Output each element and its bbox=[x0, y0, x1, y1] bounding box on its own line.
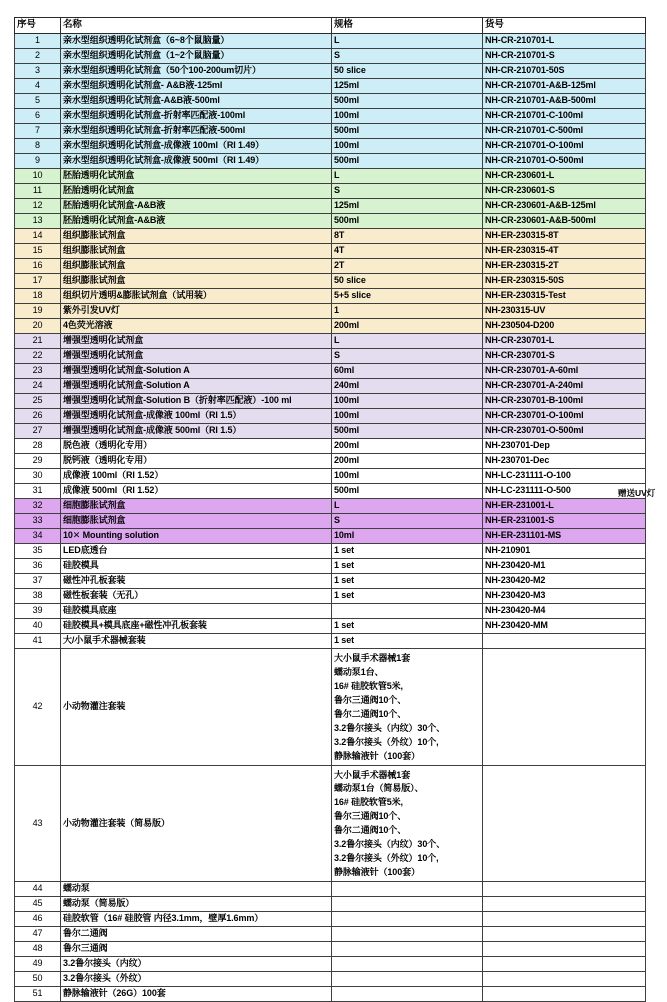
cell-specification: 1 set bbox=[332, 559, 483, 574]
cell-product-code: NH-230420-M2 bbox=[483, 574, 646, 589]
cell-index: 26 bbox=[15, 409, 61, 424]
cell-index: 10 bbox=[15, 169, 61, 184]
cell-specification: 4T bbox=[332, 244, 483, 259]
cell-specification bbox=[332, 987, 483, 1002]
table-row[interactable] bbox=[15, 529, 646, 544]
cell-product-code: NH-ER-230315-4T bbox=[483, 244, 646, 259]
cell-product-code: NH-LC-231111-O-100 bbox=[483, 469, 646, 484]
cell-product-name: 组织膨胀试剂盒 bbox=[61, 274, 332, 289]
specification-line: 鲁尔三通阀10个、 bbox=[334, 811, 407, 822]
table-row[interactable] bbox=[15, 199, 646, 214]
cell-specification: 100ml bbox=[332, 469, 483, 484]
cell-index: 32 bbox=[15, 499, 61, 514]
cell-product-name: 磁性冲孔板套装 bbox=[61, 574, 332, 589]
column-header-index: 序号 bbox=[15, 18, 61, 34]
cell-product-name: 脱钙液（透明化专用） bbox=[61, 454, 332, 469]
cell-product-name: 增强型透明化试剂盒-Solution A bbox=[61, 364, 332, 379]
cell-product-code bbox=[483, 942, 646, 957]
table-row[interactable] bbox=[15, 394, 646, 409]
table-row[interactable] bbox=[15, 349, 646, 364]
cell-index: 34 bbox=[15, 529, 61, 544]
table-row[interactable] bbox=[15, 589, 646, 604]
cell-product-code bbox=[483, 987, 646, 1002]
table-row[interactable] bbox=[15, 64, 646, 79]
cell-product-name: 组织膨胀试剂盒 bbox=[61, 229, 332, 244]
table-row[interactable] bbox=[15, 424, 646, 439]
cell-index: 33 bbox=[15, 514, 61, 529]
cell-product-name: 亲水型组织透明化试剂盒（1~2个鼠脑量） bbox=[61, 49, 332, 64]
cell-product-name: 组织膨胀试剂盒 bbox=[61, 244, 332, 259]
cell-index: 25 bbox=[15, 394, 61, 409]
cell-index: 43 bbox=[15, 765, 61, 882]
cell-specification: 60ml bbox=[332, 364, 483, 379]
specification-line: 大小鼠手术器械1套 bbox=[334, 769, 411, 780]
cell-product-name: 硅胶模具 bbox=[61, 559, 332, 574]
cell-specification: 5+5 slice bbox=[332, 289, 483, 304]
cell-product-code: NH-210901 bbox=[483, 544, 646, 559]
cell-product-name: 亲水型组织透明化试剂盒（50个100-200um切片） bbox=[61, 64, 332, 79]
cell-product-code bbox=[483, 765, 646, 882]
specification-line: 16# 硅胶软管5米, bbox=[334, 797, 403, 808]
cell-product-name: 蠕动泵（简易版） bbox=[61, 897, 332, 912]
table-row[interactable] bbox=[15, 439, 646, 454]
cell-specification: 500ml bbox=[332, 124, 483, 139]
specification-line: 静脉输液针（100套） bbox=[334, 867, 420, 878]
cell-index: 22 bbox=[15, 349, 61, 364]
table-row[interactable] bbox=[15, 559, 646, 574]
cell-product-code: NH-CR-230601-L bbox=[483, 169, 646, 184]
table-header bbox=[15, 18, 646, 34]
cell-specification bbox=[332, 882, 483, 897]
specification-line: 蠕动泵1台（简易版）、 bbox=[334, 783, 424, 794]
cell-product-name: 成像液 500ml（RI 1.52） bbox=[61, 484, 332, 499]
table-row[interactable] bbox=[15, 139, 646, 154]
cell-specification: L bbox=[332, 499, 483, 514]
cell-index: 11 bbox=[15, 184, 61, 199]
cell-product-code bbox=[483, 927, 646, 942]
cell-index: 51 bbox=[15, 987, 61, 1002]
cell-product-code: NH-ER-230315-2T bbox=[483, 259, 646, 274]
cell-product-code: NH-CR-210701-A&B-500ml bbox=[483, 94, 646, 109]
cell-specification: 125ml bbox=[332, 199, 483, 214]
cell-product-code: NH-CR-210701-A&B-125ml bbox=[483, 79, 646, 94]
table-row[interactable] bbox=[15, 942, 646, 957]
cell-index: 19 bbox=[15, 304, 61, 319]
cell-product-name: 组织膨胀试剂盒 bbox=[61, 259, 332, 274]
cell-specification: 200ml bbox=[332, 439, 483, 454]
cell-index: 15 bbox=[15, 244, 61, 259]
cell-index: 9 bbox=[15, 154, 61, 169]
cell-product-name: 亲水型组织透明化试剂盒-折射率匹配液-500ml bbox=[61, 124, 332, 139]
cell-index: 7 bbox=[15, 124, 61, 139]
cell-specification: S bbox=[332, 184, 483, 199]
cell-index: 13 bbox=[15, 214, 61, 229]
cell-product-name: 亲水型组织透明化试剂盒-成像液 100ml（RI 1.49） bbox=[61, 139, 332, 154]
cell-product-name: 亲水型组织透明化试剂盒-A&B液-500ml bbox=[61, 94, 332, 109]
cell-index: 1 bbox=[15, 34, 61, 49]
cell-product-name: 大/小鼠手术器械套装 bbox=[61, 634, 332, 649]
cell-specification: 100ml bbox=[332, 409, 483, 424]
cell-index: 3 bbox=[15, 64, 61, 79]
cell-index: 40 bbox=[15, 619, 61, 634]
cell-index: 48 bbox=[15, 942, 61, 957]
cell-specification: 200ml bbox=[332, 319, 483, 334]
cell-product-code: NH-ER-231001-S bbox=[483, 514, 646, 529]
cell-specification: 100ml bbox=[332, 394, 483, 409]
table-row[interactable] bbox=[15, 214, 646, 229]
cell-product-name: 4色荧光溶液 bbox=[61, 319, 332, 334]
table-row[interactable] bbox=[15, 897, 646, 912]
table-row[interactable] bbox=[15, 484, 646, 499]
table-row[interactable] bbox=[15, 912, 646, 927]
cell-index: 45 bbox=[15, 897, 61, 912]
column-header-name: 名称 bbox=[61, 18, 332, 34]
cell-product-name: 增强型透明化试剂盒-Solution A bbox=[61, 379, 332, 394]
cell-specification: 1 set bbox=[332, 589, 483, 604]
cell-product-code: NH-ER-230315-50S bbox=[483, 274, 646, 289]
cell-product-name: 细胞膨胀试剂盒 bbox=[61, 514, 332, 529]
cell-product-code: NH-ER-231101-MS bbox=[483, 529, 646, 544]
cell-product-code bbox=[483, 972, 646, 987]
cell-specification bbox=[332, 604, 483, 619]
cell-specification: 500ml bbox=[332, 484, 483, 499]
cell-product-code: NH-ER-230315-Test bbox=[483, 289, 646, 304]
cell-product-code bbox=[483, 957, 646, 972]
cell-index: 28 bbox=[15, 439, 61, 454]
table-row[interactable] bbox=[15, 882, 646, 897]
cell-product-name: 增强型透明化试剂盒-成像液 500ml（RI 1.5） bbox=[61, 424, 332, 439]
cell-product-name: 亲水型组织透明化试剂盒（6~8个鼠脑量） bbox=[61, 34, 332, 49]
cell-specification: 240ml bbox=[332, 379, 483, 394]
cell-product-code bbox=[483, 649, 646, 766]
cell-specification: 500ml bbox=[332, 94, 483, 109]
cell-index: 41 bbox=[15, 634, 61, 649]
cell-product-name: 胚胎透明化试剂盒 bbox=[61, 169, 332, 184]
cell-index: 5 bbox=[15, 94, 61, 109]
cell-index: 35 bbox=[15, 544, 61, 559]
column-header-spec: 规格 bbox=[332, 18, 483, 34]
cell-specification: L bbox=[332, 334, 483, 349]
cell-product-code: NH-CR-230601-A&B-500ml bbox=[483, 214, 646, 229]
cell-specification bbox=[332, 649, 483, 766]
cell-product-code: NH-CR-230701-O-100ml bbox=[483, 409, 646, 424]
table-row[interactable] bbox=[15, 319, 646, 334]
cell-product-name: 3.2鲁尔接头（外纹） bbox=[61, 972, 332, 987]
cell-product-name: LED底透台 bbox=[61, 544, 332, 559]
cell-product-code bbox=[483, 882, 646, 897]
table-row[interactable] bbox=[15, 94, 646, 109]
cell-product-name: 成像液 100ml（RI 1.52） bbox=[61, 469, 332, 484]
cell-index: 6 bbox=[15, 109, 61, 124]
table-row[interactable] bbox=[15, 364, 646, 379]
table-row[interactable] bbox=[15, 927, 646, 942]
table-row[interactable] bbox=[15, 379, 646, 394]
cell-product-name: 细胞膨胀试剂盒 bbox=[61, 499, 332, 514]
cell-product-code bbox=[483, 912, 646, 927]
cell-index: 2 bbox=[15, 49, 61, 64]
cell-index: 49 bbox=[15, 957, 61, 972]
cell-index: 50 bbox=[15, 972, 61, 987]
cell-product-name: 小动物灌注套装（简易版） bbox=[61, 765, 332, 882]
table-row[interactable] bbox=[15, 499, 646, 514]
cell-specification: 1 set bbox=[332, 574, 483, 589]
specification-line: 大小鼠手术器械1套 bbox=[334, 653, 411, 663]
cell-index: 37 bbox=[15, 574, 61, 589]
cell-specification: 500ml bbox=[332, 424, 483, 439]
cell-product-name: 增强型透明化试剂盒 bbox=[61, 334, 332, 349]
cell-index: 44 bbox=[15, 882, 61, 897]
cell-specification: 100ml bbox=[332, 109, 483, 124]
cell-index: 27 bbox=[15, 424, 61, 439]
table-row[interactable] bbox=[15, 972, 646, 987]
specification-line: 3.2鲁尔接头（内纹）30个、 bbox=[334, 722, 446, 733]
cell-specification: S bbox=[332, 349, 483, 364]
cell-specification: S bbox=[332, 514, 483, 529]
table-row[interactable] bbox=[15, 34, 646, 49]
cell-product-name: 硅胶模具+模具底座+磁性冲孔板套装 bbox=[61, 619, 332, 634]
table-row[interactable] bbox=[15, 574, 646, 589]
specification-line: 鲁尔二通阀10个、 bbox=[334, 708, 407, 719]
cell-index: 29 bbox=[15, 454, 61, 469]
cell-index: 23 bbox=[15, 364, 61, 379]
cell-specification: 8T bbox=[332, 229, 483, 244]
cell-specification: 1 set bbox=[332, 544, 483, 559]
cell-product-code: NH-230420-MM bbox=[483, 619, 646, 634]
cell-index: 46 bbox=[15, 912, 61, 927]
table-row[interactable] bbox=[15, 409, 646, 424]
cell-index: 16 bbox=[15, 259, 61, 274]
specification-line: 蠕动泵1台、 bbox=[334, 666, 384, 677]
cell-index: 20 bbox=[15, 319, 61, 334]
table-body bbox=[15, 34, 646, 1002]
table-row[interactable] bbox=[15, 124, 646, 139]
table-row[interactable] bbox=[15, 987, 646, 1002]
cell-product-name: 鲁尔二通阀 bbox=[61, 927, 332, 942]
cell-index: 47 bbox=[15, 927, 61, 942]
table-row[interactable] bbox=[15, 274, 646, 289]
cell-product-name: 磁性板套装（无孔） bbox=[61, 589, 332, 604]
table-row[interactable] bbox=[15, 304, 646, 319]
cell-product-name: 胚胎透明化试剂盒 bbox=[61, 184, 332, 199]
cell-index: 42 bbox=[15, 649, 61, 766]
specification-line: 鲁尔三通阀10个、 bbox=[334, 694, 407, 705]
table-row[interactable] bbox=[15, 469, 646, 484]
table-row[interactable] bbox=[15, 229, 646, 244]
cell-product-code: NH-230420-M1 bbox=[483, 559, 646, 574]
cell-index: 8 bbox=[15, 139, 61, 154]
cell-specification: 1 bbox=[332, 304, 483, 319]
table-row[interactable] bbox=[15, 334, 646, 349]
cell-product-code: NH-CR-210701-C-500ml bbox=[483, 124, 646, 139]
cell-product-code: NH-ER-231001-L bbox=[483, 499, 646, 514]
cell-product-code bbox=[483, 897, 646, 912]
cell-product-name: 亲水型组织透明化试剂盒- A&B液-125ml bbox=[61, 79, 332, 94]
column-header-code: 货号 bbox=[483, 18, 646, 34]
cell-product-name: 增强型透明化试剂盒-Solution B（折射率匹配液）-100 ml bbox=[61, 394, 332, 409]
cell-index: 14 bbox=[15, 229, 61, 244]
table-row[interactable] bbox=[15, 604, 646, 619]
cell-specification: 50 slice bbox=[332, 64, 483, 79]
uv-lamp-gift-note: 赠送UV灯 bbox=[618, 488, 656, 498]
cell-specification bbox=[332, 912, 483, 927]
cell-index: 36 bbox=[15, 559, 61, 574]
specification-line: 3.2鲁尔接头（内纹）30个、 bbox=[334, 839, 446, 850]
cell-index: 30 bbox=[15, 469, 61, 484]
cell-specification bbox=[332, 942, 483, 957]
cell-product-code: NH-CR-210701-L bbox=[483, 34, 646, 49]
table-row[interactable] bbox=[15, 544, 646, 559]
table-row[interactable] bbox=[15, 765, 646, 882]
cell-product-code: NH-CR-230601-S bbox=[483, 184, 646, 199]
cell-product-name: 鲁尔三通阀 bbox=[61, 942, 332, 957]
table-row[interactable] bbox=[15, 619, 646, 634]
product-catalog-table bbox=[14, 17, 646, 1002]
cell-product-name: 静脉输液针（26G）100套 bbox=[61, 987, 332, 1002]
cell-product-name: 胚胎透明化试剂盒-A&B液 bbox=[61, 199, 332, 214]
specification-line: 鲁尔二通阀10个、 bbox=[334, 825, 407, 836]
cell-product-name: 硅胶模具底座 bbox=[61, 604, 332, 619]
cell-product-name: 3.2鲁尔接头（内纹） bbox=[61, 957, 332, 972]
cell-product-code: NH-230420-M3 bbox=[483, 589, 646, 604]
cell-specification: L bbox=[332, 34, 483, 49]
cell-product-name: 蠕动泵 bbox=[61, 882, 332, 897]
cell-product-code: NH-230315-UV bbox=[483, 304, 646, 319]
cell-specification: 1 set bbox=[332, 619, 483, 634]
cell-product-code: NH-230420-M4 bbox=[483, 604, 646, 619]
cell-product-code: NH-CR-210701-S bbox=[483, 49, 646, 64]
cell-product-name: 亲水型组织透明化试剂盒-成像液 500ml（RI 1.49） bbox=[61, 154, 332, 169]
cell-product-code: NH-CR-230701-L bbox=[483, 334, 646, 349]
cell-product-code: NH-CR-230601-A&B-125ml bbox=[483, 199, 646, 214]
table-row[interactable] bbox=[15, 169, 646, 184]
table-row[interactable] bbox=[15, 649, 646, 766]
cell-product-code: NH-CR-230701-S bbox=[483, 349, 646, 364]
cell-product-name: 增强型透明化试剂盒 bbox=[61, 349, 332, 364]
specification-line: 3.2鲁尔接头（外纹）10个, bbox=[334, 853, 439, 864]
cell-index: 24 bbox=[15, 379, 61, 394]
table-row[interactable] bbox=[15, 79, 646, 94]
cell-product-name: 10✕ Mounting solution bbox=[61, 529, 332, 544]
table-row[interactable] bbox=[15, 154, 646, 169]
cell-specification bbox=[332, 927, 483, 942]
cell-product-code: NH-CR-210701-C-100ml bbox=[483, 109, 646, 124]
cell-product-name: 脱色液（透明化专用） bbox=[61, 439, 332, 454]
cell-specification: 200ml bbox=[332, 454, 483, 469]
cell-product-code: NH-230701-Dep bbox=[483, 439, 646, 454]
cell-product-code: NH-CR-230701-A-240ml bbox=[483, 379, 646, 394]
cell-product-name: 增强型透明化试剂盒-成像液 100ml（RI 1.5） bbox=[61, 409, 332, 424]
cell-product-code: NH-CR-230701-A-60ml bbox=[483, 364, 646, 379]
cell-product-name: 胚胎透明化试剂盒-A&B液 bbox=[61, 214, 332, 229]
cell-product-code: NH-CR-210701-50S bbox=[483, 64, 646, 79]
table-row[interactable] bbox=[15, 957, 646, 972]
table-row[interactable] bbox=[15, 244, 646, 259]
table-row[interactable] bbox=[15, 49, 646, 64]
table-header-row bbox=[15, 18, 646, 34]
table-row[interactable] bbox=[15, 514, 646, 529]
cell-product-name: 亲水型组织透明化试剂盒-折射率匹配液-100ml bbox=[61, 109, 332, 124]
table-row[interactable] bbox=[15, 109, 646, 124]
cell-product-code: NH-230504-D200 bbox=[483, 319, 646, 334]
table-row[interactable] bbox=[15, 184, 646, 199]
cell-product-code: NH-230701-Dec bbox=[483, 454, 646, 469]
cell-specification: 1 set bbox=[332, 634, 483, 649]
cell-index: 17 bbox=[15, 274, 61, 289]
specification-line: 16# 硅胶软管5米, bbox=[334, 680, 403, 691]
cell-specification: L bbox=[332, 169, 483, 184]
cell-specification: 500ml bbox=[332, 154, 483, 169]
cell-index: 31 bbox=[15, 484, 61, 499]
cell-product-code: NH-CR-210701-O-500ml bbox=[483, 154, 646, 169]
cell-index: 4 bbox=[15, 79, 61, 94]
cell-product-code: NH-CR-210701-O-100ml bbox=[483, 139, 646, 154]
cell-index: 18 bbox=[15, 289, 61, 304]
cell-specification: S bbox=[332, 49, 483, 64]
cell-product-name: 硅胶软管（16# 硅胶管 内径3.1mm，壁厚1.6mm） bbox=[61, 912, 332, 927]
cell-product-code: NH-ER-230315-8T bbox=[483, 229, 646, 244]
cell-specification: 500ml bbox=[332, 214, 483, 229]
cell-specification: 50 slice bbox=[332, 274, 483, 289]
table-row[interactable] bbox=[15, 634, 646, 649]
cell-specification: 2T bbox=[332, 259, 483, 274]
cell-product-name: 组织切片透明&膨胀试剂盒（试用装） bbox=[61, 289, 332, 304]
cell-specification: 125ml bbox=[332, 79, 483, 94]
specification-line: 静脉输液针（100套） bbox=[334, 750, 420, 761]
cell-product-code: NH-CR-230701-O-500ml bbox=[483, 424, 646, 439]
cell-product-code: NH-CR-230701-B-100ml bbox=[483, 394, 646, 409]
table-row[interactable] bbox=[15, 259, 646, 274]
cell-index: 21 bbox=[15, 334, 61, 349]
cell-index: 12 bbox=[15, 199, 61, 214]
cell-specification bbox=[332, 765, 483, 882]
cell-specification: 10ml bbox=[332, 529, 483, 544]
cell-index: 38 bbox=[15, 589, 61, 604]
cell-product-code bbox=[483, 634, 646, 649]
table-row[interactable] bbox=[15, 454, 646, 469]
cell-specification bbox=[332, 972, 483, 987]
cell-specification bbox=[332, 957, 483, 972]
cell-product-code: NH-LC-231111-O-500 bbox=[483, 484, 646, 499]
cell-specification bbox=[332, 897, 483, 912]
table-row[interactable] bbox=[15, 289, 646, 304]
specification-line: 3.2鲁尔接头（外纹）10个, bbox=[334, 736, 439, 747]
cell-index: 39 bbox=[15, 604, 61, 619]
cell-specification: 100ml bbox=[332, 139, 483, 154]
cell-product-name: 小动物灌注套装 bbox=[61, 649, 332, 766]
cell-product-name: 紫外引发UV灯 bbox=[61, 304, 332, 319]
